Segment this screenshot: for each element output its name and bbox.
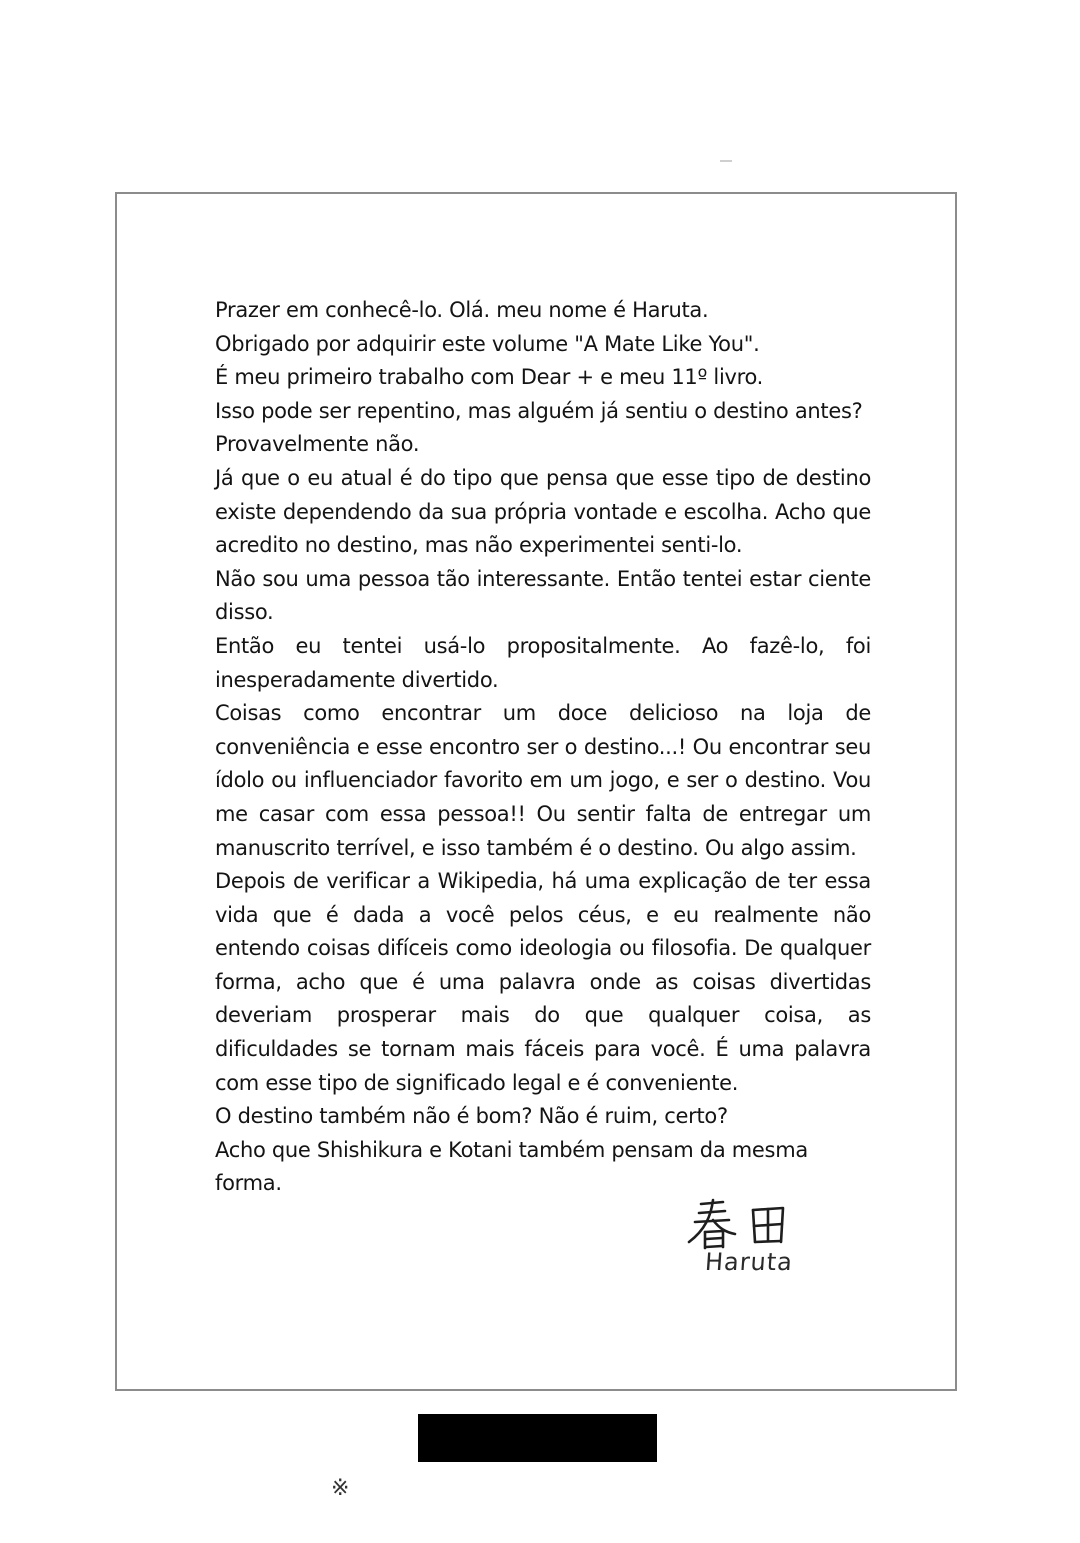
signature-latin: Haruta bbox=[704, 1248, 794, 1276]
letter-paragraph: Obrigado por adquirir este volume "A Mate Like You". bbox=[215, 331, 760, 356]
letter-paragraph: É meu primeiro trabalho com Dear + e meu 11º livro. bbox=[215, 365, 764, 390]
letter-paragraph: Não sou uma pessoa tão interessante. Então tentei estar ciente disso. bbox=[215, 566, 871, 625]
letter-body bbox=[215, 294, 871, 1201]
letter-frame bbox=[115, 192, 957, 1391]
reference-mark-symbol: ※ bbox=[331, 1476, 350, 1501]
letter-paragraph: Isso pode ser repentino, mas alguém já sentiu o destino antes? bbox=[215, 398, 863, 423]
letter-paragraph: Provavelmente não. bbox=[215, 432, 420, 457]
letter-paragraph: Depois de verificar a Wikipedia, há uma explicação de ter essa vida que é dada a você pelos céus, e eu realmente não entendo coisas difíceis como ideologia ou filosofia. De qualquer forma, acho que é uma palavra onde as coisas divertidas deveriam prosperar mais do que qualquer coisa, as dificuldades se tornam mais fáceis para você. É uma palavra com esse tipo de significado legal e é conveniente. bbox=[215, 869, 871, 1095]
author-signature bbox=[683, 1196, 803, 1276]
top-tick-mark bbox=[720, 160, 732, 162]
letter-paragraph: Coisas como encontrar um doce delicioso na loja de conveniência e esse encontro ser o destino...! Ou encontrar seu ídolo ou influenciador favorito em um jogo, e ser o destino. Vou me casar com essa pessoa!! Ou sentir falta de entregar um manuscrito terrível, e isso também é o destino. Ou algo assim. bbox=[215, 701, 871, 860]
letter-paragraph: O destino também não é bom? Não é ruim, certo? bbox=[215, 1104, 728, 1129]
signature-kanji-drawing bbox=[683, 1196, 803, 1252]
letter-paragraph: Então eu tentei usá-lo propositalmente. Ao fazê-lo, foi inesperadamente divertido. bbox=[215, 633, 871, 692]
letter-paragraph: Prazer em conhecê-lo. Olá. meu nome é Haruta. bbox=[215, 298, 709, 322]
letter-paragraph: Acho que Shishikura e Kotani também pensam da mesma forma. bbox=[215, 1137, 808, 1196]
redaction-bar bbox=[418, 1414, 657, 1462]
letter-paragraph: Já que o eu atual é do tipo que pensa que esse tipo de destino existe dependendo da sua própria vontade e escolha. Acho que acredito no destino, mas não experimentei senti-lo. bbox=[215, 465, 871, 558]
